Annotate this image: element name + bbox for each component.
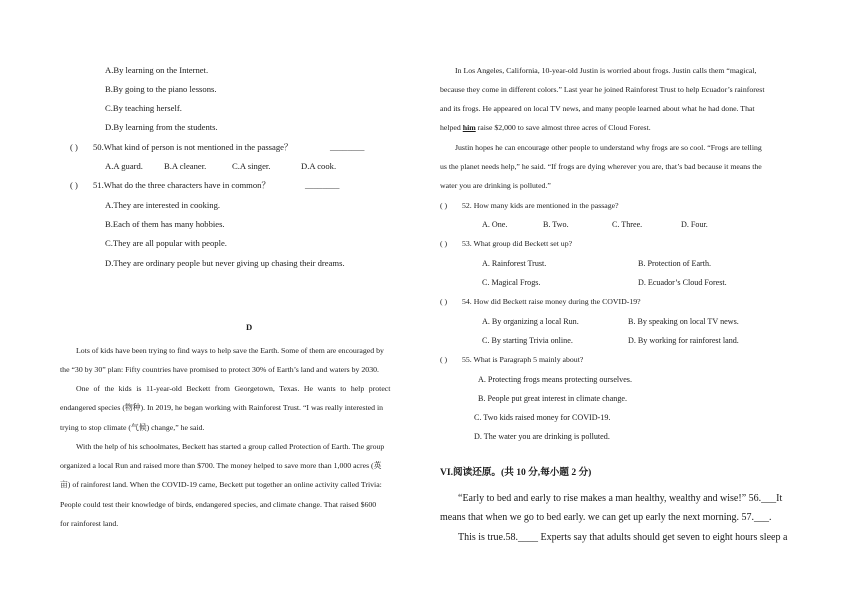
passage-line: organized a local Run and raised more than $700. The money helped to save more than 1,000 acres (英 (60, 461, 382, 470)
passage-line: us the planet needs help,” he said. “If frogs are dying wherever you are, that’s bad because it means the (440, 162, 762, 171)
section-vi-line: means that when we go to bed early. we can get up early the next morning. 57.___. (440, 512, 772, 523)
passage-line: With the help of his schoolmates, Beckett has started a group called Protection of Earth. The group (76, 442, 385, 451)
passage-line: endangered species (物种). In 2019, he began working with Rainforest Trust. “I was really interested in (60, 403, 384, 412)
q55-option-c: C. Two kids raised money for COVID-19. (474, 413, 611, 422)
q53-option-b: B. Protection of Earth. (638, 259, 712, 268)
helped-before: helped (440, 123, 463, 132)
passage-line: and its frogs. He appeared on local TV news, and many people learned about what he had done. That (440, 104, 755, 113)
passage-line: In Los Angeles, California, 10-year-old Justin is worried about frogs. Justin calls them “magical, (455, 66, 757, 75)
section-vi-line: This is true.58.____ Experts say that adults should get seven to eight hours sleep a (458, 532, 788, 543)
q51-option-a: A.They are interested in cooking. (105, 200, 221, 210)
q49-option-b: B.By going to the piano lessons. (105, 84, 217, 94)
q52-option-b: B. Two. (543, 220, 569, 229)
q53-option-c: C. Magical Frogs. (482, 278, 541, 287)
q52-bracket: ( ) (440, 201, 448, 210)
q50-blank: ________ (330, 142, 365, 152)
q54-stem: 54. How did Beckett raise money during the COVID-19? (462, 297, 641, 306)
q54-option-d: D. By working for rainforest land. (628, 336, 739, 345)
passage-line: the “30 by 30” plan: Fifty countries have promised to protect 30% of Earth’s land and waters by 2030. (60, 365, 379, 374)
q54-option-a: A. By organizing a local Run. (482, 317, 579, 326)
underlined-him: him (462, 123, 476, 132)
section-vi-title: VI.阅读还原。(共 10 分,每小题 2 分) (440, 467, 592, 478)
q49-option-a: A.By learning on the Internet. (105, 65, 209, 75)
q55-option-d: D. The water you are drinking is polluted. (474, 432, 610, 441)
q51-option-d: D.They are ordinary people but never giving up chasing their dreams. (105, 258, 345, 268)
q51-stem: 51.What do the three characters have in common？ (93, 180, 271, 190)
q54-option-c: C. By starting Trivia online. (482, 336, 573, 345)
q53-option-a: A. Rainforest Trust. (482, 259, 547, 268)
q50-option-a: A.A guard. (105, 161, 143, 171)
helped-after: raise $2,000 to save almost three acres of Cloud Forest. (475, 123, 651, 132)
q50-bracket: ( ) (70, 142, 78, 152)
q49-option-d: D.By learning from the students. (105, 122, 218, 132)
q50-option-b: B.A cleaner. (164, 161, 207, 171)
q55-option-a: A. Protecting frogs means protecting ourselves. (478, 375, 632, 384)
passage-line: Justin hopes he can encourage other people to understand why frogs are so cool. “Frogs are telling (455, 143, 762, 152)
q51-option-c: C.They are all popular with people. (105, 238, 227, 248)
passage-line: for rainforest land. (60, 519, 119, 528)
q54-option-b: B. By speaking on local TV news. (628, 317, 739, 326)
passage-line: People could test their knowledge of birds, endangered species, and climate change. That raised $600 (60, 500, 377, 509)
q49-option-c: C.By teaching herself. (105, 103, 182, 113)
passage-line: because they come in different colors.” Last year he joined Rainforest Trust to help Ecuador’s rainforest (440, 85, 765, 94)
passage-line-helped (440, 122, 651, 133)
q55-bracket: ( ) (440, 355, 448, 364)
passage-line: One of the kids is 11-year-old Beckett from Georgetown, Texas. He wants to help protect (76, 384, 391, 393)
q51-bracket: ( ) (70, 180, 78, 190)
q55-stem: 55. What is Paragraph 5 mainly about? (462, 355, 584, 364)
section-d-title: D (246, 322, 253, 332)
passage-line: Lots of kids have been trying to find ways to help save the Earth. Some of them are encouraged by (76, 346, 384, 355)
q53-bracket: ( ) (440, 239, 448, 248)
q51-blank: ________ (305, 180, 340, 190)
q52-stem: 52. How many kids are mentioned in the passage? (462, 201, 619, 210)
passage-line: 亩) of rainforest land. When the COVID-19 came, Beckett put together an online activity called Trivia: (60, 480, 382, 489)
passage-line: trying to stop climate (气候) change,” he said. (60, 423, 205, 432)
section-vi-line: “Early to bed and early to rise makes a man healthy, wealthy and wise!” 56.___It (458, 493, 783, 504)
q53-option-d: D. Ecuador’s Cloud Forest. (638, 278, 727, 287)
q53-stem: 53. What group did Beckett set up? (462, 239, 573, 248)
q52-option-a: A. One. (482, 220, 508, 229)
q50-option-c: C.A singer. (232, 161, 271, 171)
q52-option-c: C. Three. (612, 220, 643, 229)
q54-bracket: ( ) (440, 297, 448, 306)
q52-option-d: D. Four. (681, 220, 708, 229)
q50-option-d: D.A cook. (301, 161, 337, 171)
q55-option-b: B. People put great interest in climate change. (478, 394, 628, 403)
passage-line: water you are drinking is polluted.” (440, 181, 551, 190)
q50-stem: 50.What kind of person is not mentioned in the passage？ (93, 142, 293, 152)
q51-option-b: B.Each of them has many hobbies. (105, 219, 225, 229)
